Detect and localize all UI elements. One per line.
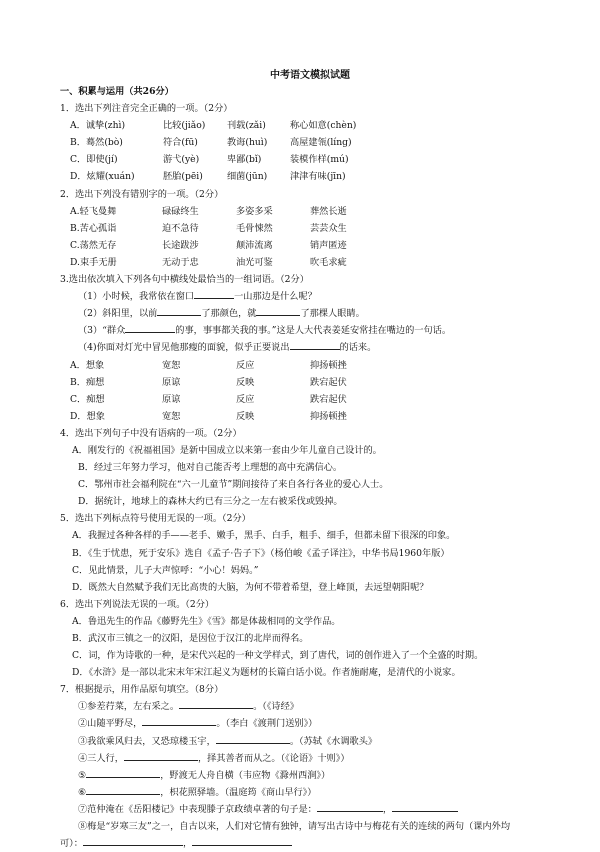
q5-option-c: C．见此情景，儿子大声惊呼：“小心！妈妈。” [72,564,259,576]
q7-line-5: ⑤ ，野渡无人舟自横（韦应物《滁州西涧》） [78,769,331,781]
answer-blank[interactable] [392,802,458,812]
question-5: 5．选出下列标点符号使用无误的一项。（2分） [60,513,251,525]
q6-option-a: A．鲁迅先生的作品《藤野先生》《雪》都是体裁相同的文学作品。 [72,615,341,627]
q1-option-c: C．即使(jí) 游弋(yè) 卑鄙(bǐ) 装模作样(mú) [70,154,349,166]
q5-option-b: B．《生于忧患，死于安乐》选自《孟子·告子下》（杨伯峻《孟子译注》，中华书局1960年版） [72,547,450,559]
q1-option-a: A．诚挚(zhì) 比较(jiǎo) 刊载(zǎi) 称心如意(chèn) [70,120,357,132]
answer-blank[interactable] [125,323,175,333]
q6-option-b: B．武汉市三镇之一的汉阳，是因位于汉江的北岸而得名。 [72,633,309,644]
q3-option-d: D．想象 宽恕 反映 抑扬顿挫 [70,410,347,422]
answer-blank[interactable] [86,785,160,795]
q6-option-d: D．《水浒》是一部以北宋末年宋江起义为题材的长篇白话小说。作者施耐庵，是清代的小说家。 [72,667,461,679]
answer-blank[interactable] [290,340,340,350]
question-3: 3.选出依次填入下列各句中横线处最恰当的一组词语。（2分） [60,274,309,286]
q3-option-c: C．痴想 原谅 反应 跌宕起伏 [70,393,347,405]
answer-blank[interactable] [179,699,253,709]
answer-blank[interactable] [124,751,198,761]
question-2: 2．选出下列没有错别字的一项。（2分） [60,188,224,200]
q7-line-7: ⑦范仲淹在《岳阳楼记》中表现滕子京政绩卓著的句子是： ， [60,801,560,818]
answer-blank[interactable] [256,306,300,316]
q7-line-2: ②山随平野尽， 。（李白《渡荆门送别》） [78,718,318,730]
q7-line-6: ⑥ ，枳花照驿墙。（温庭筠《商山早行》） [78,786,317,798]
q3-sentence-1: （1）小时候，我常依在窗口 一山那边是什么呢？ [78,291,317,303]
q7-line-4: ④三人行， ，择其善者而从之。（《论语》十则》） [78,752,350,764]
q4-option-b: B．经过三年努力学习，他对自己能否考上理想的高中充满信心。 [78,462,343,474]
question-1: 1．选出下列注音完全正确的一项。（2分） [60,103,233,115]
q3-option-b: B．痴想 原谅 反映 跌宕起伏 [70,376,347,388]
question-4: 4．选出下列句子中没有语病的一项。（2分） [60,427,242,439]
q2-option-c: C.荡然无存 长途跋涉 颠沛流离 销声匿迹 [70,239,347,251]
q3-option-a: A．想象 宽恕 反应 抑扬顿挫 [70,359,347,371]
q7-line-1: ①参差荇菜，左右采之。 。（《诗经》 [78,701,299,713]
section-heading: 一、积累与运用（共26分） [60,86,174,97]
q1-option-b: B．蓦然(bò) 符合(fū) 教诲(huì) 高屋建瓴(líng) [70,137,352,149]
q3-sentence-3: （3）“群众 的事，事事都关我的事。”这是人大代表姜延安常挂在嘴边的一句话。 [78,325,452,337]
answer-blank[interactable] [317,802,383,812]
answer-blank[interactable] [157,306,201,316]
q4-option-c: C．鄂州市社会福利院在“六一儿童节”期间接待了来自各行各业的爱心人士。 [78,479,389,491]
q1-option-d: D．炫耀(xuán) 胚胎(pēi) 细菌(jūn) 津津有味(jīn) [70,171,346,183]
page-title: 中考语文模拟试题 [270,70,350,81]
q5-option-d: D．既然大自然赋予我们无比高贵的大脑，为何不带着希望，登上峰顶，去远望朝阳呢？ [72,581,429,593]
q5-option-a: A．我握过各种各样的手——老手、嫩手，黑手、白手，粗手、细手，但都未留下很深的印象。 [72,530,456,542]
answer-blank[interactable] [142,716,216,726]
question-6: 6．选出下列说法无误的一项。（2分） [60,598,215,610]
q7-line-8-cont: 可）： ， [60,835,560,852]
q2-option-a: A.轻飞曼舞 碌碌终生 多姿多采 葬然长逝 [70,205,347,217]
answer-blank[interactable] [194,289,234,299]
answer-blank[interactable] [216,734,290,744]
q3-sentence-4: （4)你面对灯光中冒见他那瘦的面貌，似乎正要说出 的话来。 [78,342,377,354]
q3-sentence-2: （2）斜阳里，以前 了那颜色，就 了那棵人眼睛。 [78,308,365,320]
question-7: 7．根据提示，用作品原句填空。（8分） [60,684,224,696]
answer-blank[interactable] [86,768,160,778]
q4-option-a: A．刚发行的《祝福祖国》是新中国成立以来第一套由少年儿童自己设计的。 [72,444,382,456]
q2-option-d: D.束手无册 无动于忠 油光可鉴 吹毛求疵 [70,256,347,268]
q7-line-8: ⑧梅是“岁寒三友”之一，自古以来，人们对它情有独钟，请写出古诗中与梅花有关的连续的两句（课内外均 [78,821,511,833]
q6-option-c: C．词，作为诗歌的一种，是宋代兴起的一种文学样式，到了唐代，词的创作进入了一个全盛的时期。 [72,650,484,662]
q7-line-3: ③我欲乘风归去，又恐琼楼玉宇， 。（苏轼《水调歌头》 [78,735,378,747]
q4-option-d: D．据统计，地球上的森林大约已有三分之一左右被采伐或毁掉。 [78,496,343,508]
q2-option-b: B.苦心孤诣 迫不急待 毛骨悚然 芸芸众生 [70,222,347,234]
